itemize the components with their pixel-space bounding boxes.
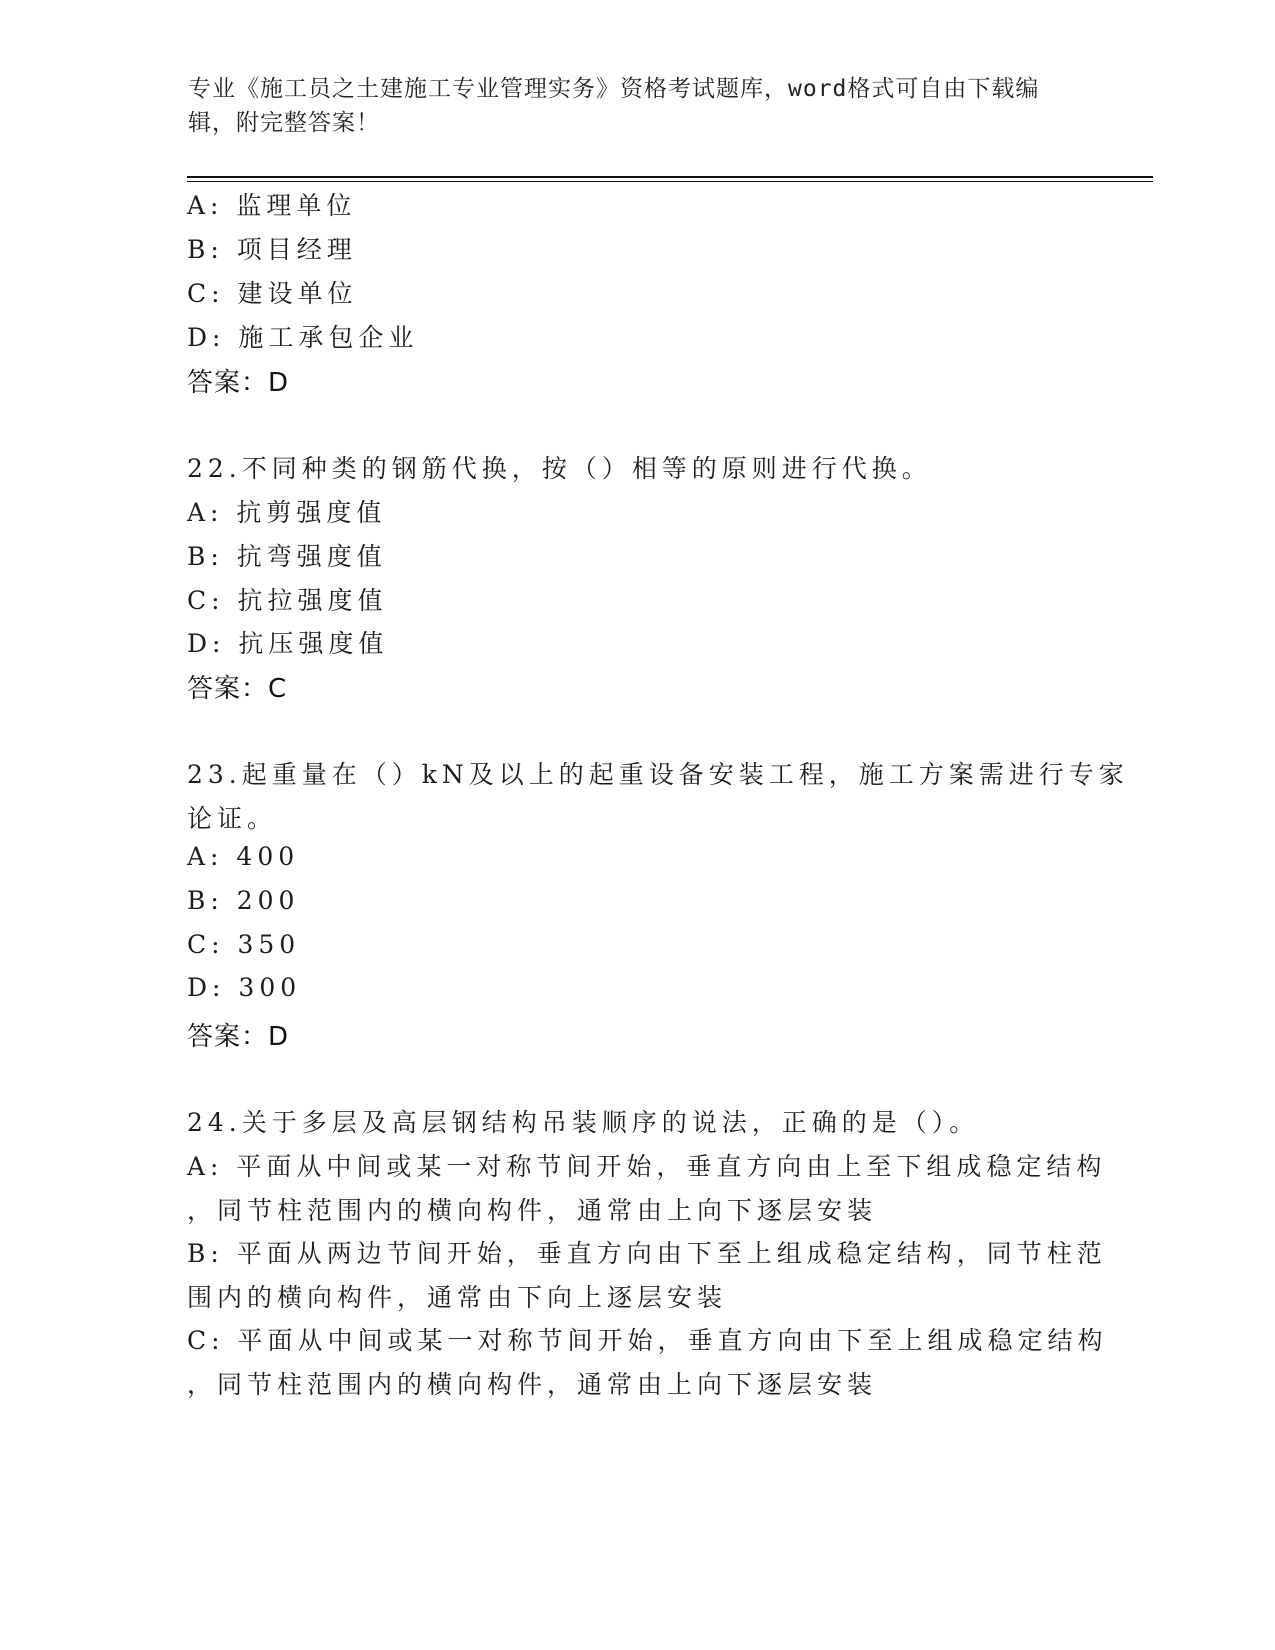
q24-option-b-line-1: B: 平面从两边节间开始，垂直方向由下至上组成稳定结构，同节柱范	[187, 1239, 1107, 1268]
header-line-2: 辑，附完整答案！	[188, 110, 380, 136]
q24-option-a-line-1: A: 平面从中间或某一对称节间开始，垂直方向由上至下组成稳定结构	[187, 1152, 1107, 1181]
q22-option-d: D: 抗压强度值	[187, 629, 389, 658]
q22-option-b: B: 抗弯强度值	[187, 542, 387, 571]
q23-option-a: A: 400	[187, 842, 300, 871]
q23-answer: 答案：D	[187, 1022, 290, 1052]
q24-option-c-line-2: ，同节柱范围内的横向构件，通常由上向下逐层安装	[187, 1370, 878, 1399]
q22-option-a: A: 抗剪强度值	[187, 498, 387, 527]
q23-question-line-1: 23.起重量在（）kN及以上的起重设备安装工程，施工方案需进行专家	[187, 760, 1129, 789]
q24-option-a-line-2: ，同节柱范围内的横向构件，通常由上向下逐层安装	[187, 1196, 878, 1225]
q21-option-c: C: 建设单位	[187, 279, 358, 308]
q24-option-c-line-1: C: 平面从中间或某一对称节间开始，垂直方向由下至上组成稳定结构	[187, 1326, 1108, 1355]
header-line-1: 专业《施工员之土建施工专业管理实务》资格考试题库，word格式可自由下载编	[188, 76, 1040, 102]
header-rule-thick	[187, 176, 1153, 178]
q23-question-line-2: 论证。	[187, 804, 278, 833]
q23-option-c: C: 350	[187, 930, 301, 959]
q24-option-b-line-2: 围内的横向构件，通常由下向上逐层安装	[187, 1283, 728, 1312]
header-rule-thin	[187, 181, 1153, 182]
q23-option-b: B: 200	[187, 886, 300, 915]
page-header	[188, 72, 1068, 140]
q21-answer: 答案：D	[187, 368, 290, 398]
q21-option-b: B: 项目经理	[187, 235, 357, 264]
q21-option-d: D: 施工承包企业	[187, 323, 419, 352]
q22-answer: 答案：C	[187, 674, 288, 704]
q22-option-c: C: 抗拉强度值	[187, 586, 388, 615]
q22-question: 22.不同种类的钢筋代换，按（）相等的原则进行代换。	[187, 454, 932, 483]
q21-option-a: A: 监理单位	[187, 191, 357, 220]
q23-option-d: D: 300	[187, 973, 302, 1002]
q24-question: 24.关于多层及高层钢结构吊装顺序的说法，正确的是（）。	[187, 1108, 980, 1137]
